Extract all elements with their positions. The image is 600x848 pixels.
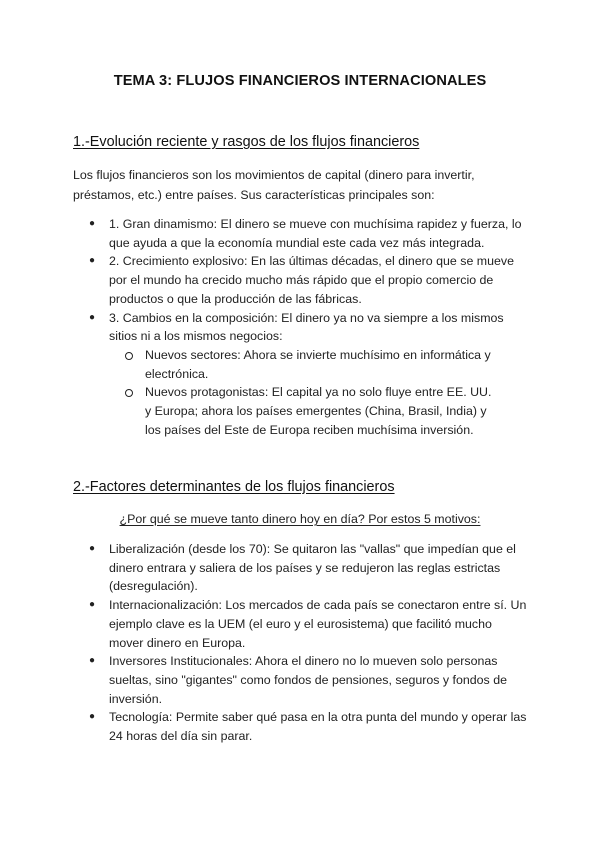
list-item — [0, 596, 529, 652]
hollow-bullet-icon — [125, 389, 133, 397]
list-item — [0, 252, 529, 308]
sub-list-item-text: Nuevos sectores: Ahora se invierte muchísimo en informática y electrónica. — [145, 347, 491, 381]
list-item-text: 1. Gran dinamismo: El dinero se mueve con muchísima rapidez y fuerza, lo que ayuda a que la economía mundial este cada vez más integrada. — [109, 217, 522, 250]
hollow-bullet-icon — [125, 352, 133, 360]
section-2-list — [0, 540, 529, 746]
document-title: TEMA 3: FLUJOS FINANCIEROS INTERNACIONALES — [113, 73, 487, 89]
list-item — [0, 540, 529, 596]
list-item-text: Tecnología: Permite saber qué pasa en la otra punta del mundo y operar las 24 horas del día sin parar. — [109, 710, 527, 744]
section-1-heading: 1.-Evolución reciente y rasgos de los flujos financieros — [73, 134, 420, 150]
section-1-intro: Los flujos financieros son los movimientos de capital (dinero para invertir, préstamos, etc.) entre países. Sus características principales son: — [73, 168, 475, 202]
list-item-text: Internacionalización: Los mercados de cada país se conectaron entre sí. Un ejemplo clave es la UEM (el euro y el eurosistema) que facilitó mucho mover dinero en Europa. — [109, 598, 527, 650]
section-1-list — [0, 215, 529, 439]
list-item-text: Liberalización (desde los 70): Se quitaron las "vallas" que impedían que el dinero entrara y saliera de los países y se redujeron las reglas estrictas (desregulación). — [109, 542, 516, 594]
bullet-icon: ● — [89, 711, 96, 723]
bullet-icon: ● — [89, 655, 96, 667]
bullet-icon: ● — [89, 218, 96, 229]
sub-list-item-text: Nuevos protagonistas: El capital ya no solo fluye entre EE. UU. y Europa; ahora los países emergentes (China, Brasil, India) y los países del Este de Europa reciben muchísima inversión. — [145, 385, 492, 437]
bullet-icon: ● — [89, 255, 96, 267]
bullet-icon: ● — [89, 599, 96, 611]
bullet-icon: ● — [89, 543, 96, 554]
bullet-icon: ● — [89, 311, 96, 323]
sub-list-item — [109, 346, 493, 383]
list-item — [0, 215, 529, 252]
list-item — [0, 309, 529, 440]
list-item-text: 3. Cambios en la composición: El dinero ya no va siempre a los mismos sitios ni a los mismos negocios: — [109, 310, 504, 344]
list-item-text: 2. Crecimiento explosivo: En las últimas décadas, el dinero que se mueve por el mundo ha crecido mucho más rápido que el propio comercio de productos o que la producción de las fábricas. — [109, 254, 514, 306]
sub-list — [109, 346, 529, 440]
section-2-subtitle: ¿Por qué se mueve tanto dinero hoy en día? Por estos 5 motivos: — [119, 512, 481, 526]
section-2-heading: 2.-Factores determinantes de los flujos financieros — [73, 479, 395, 495]
list-item — [0, 708, 529, 745]
list-item — [0, 652, 529, 708]
sub-list-item — [109, 383, 493, 439]
list-item-text: Inversores Institucionales: Ahora el dinero no lo mueven solo personas sueltas, sino "gigantes" como fondos de pensiones, seguros y fondos de inversión. — [109, 654, 507, 706]
